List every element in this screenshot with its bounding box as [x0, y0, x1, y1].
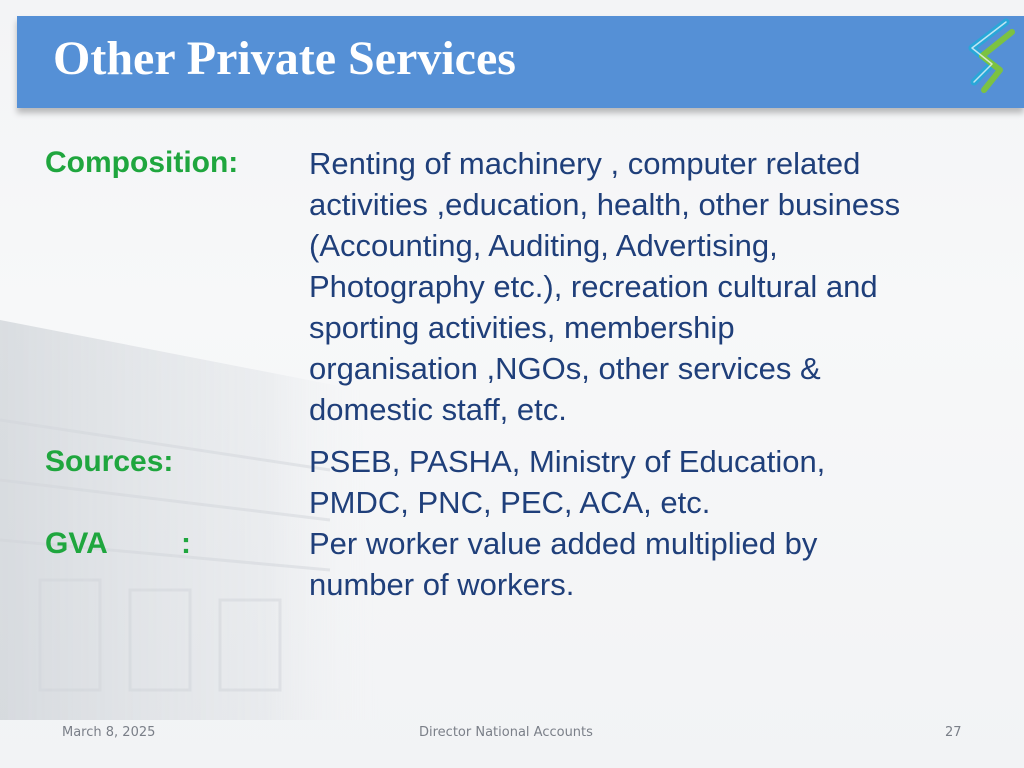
- composition-label: Composition:: [45, 146, 239, 179]
- page-number: 27: [945, 725, 962, 740]
- footer-center-text: Director National Accounts: [419, 725, 593, 740]
- statistics-bureau-logo-icon: [962, 18, 1018, 98]
- gva-label: GVA: [45, 527, 108, 560]
- gva-line: Per worker value added multiplied by: [309, 526, 818, 561]
- composition-text: [309, 143, 974, 430]
- sources-text: [309, 441, 974, 523]
- gva-text: [309, 523, 974, 605]
- gva-line: number of workers.: [309, 567, 575, 602]
- page-title: Other Private Services: [53, 32, 516, 85]
- composition-line: (Accounting, Auditing, Advertising,: [309, 228, 778, 263]
- sources-label: Sources:: [45, 445, 174, 478]
- composition-line: domestic staff, etc.: [309, 392, 567, 427]
- title-bar: [17, 16, 1024, 108]
- footer-date: March 8, 2025: [62, 725, 156, 740]
- gva-colon: :: [181, 527, 191, 560]
- composition-line: Photography etc.), recreation cultural and: [309, 269, 878, 304]
- composition-line: Renting of machinery , computer related: [309, 146, 861, 181]
- composition-line: sporting activities, membership: [309, 310, 735, 345]
- sources-line: PSEB, PASHA, Ministry of Education,: [309, 444, 826, 479]
- sources-line: PMDC, PNC, PEC, ACA, etc.: [309, 485, 711, 520]
- composition-line: organisation ,NGOs, other services &: [309, 351, 821, 386]
- composition-line: activities ,education, health, other business: [309, 187, 901, 222]
